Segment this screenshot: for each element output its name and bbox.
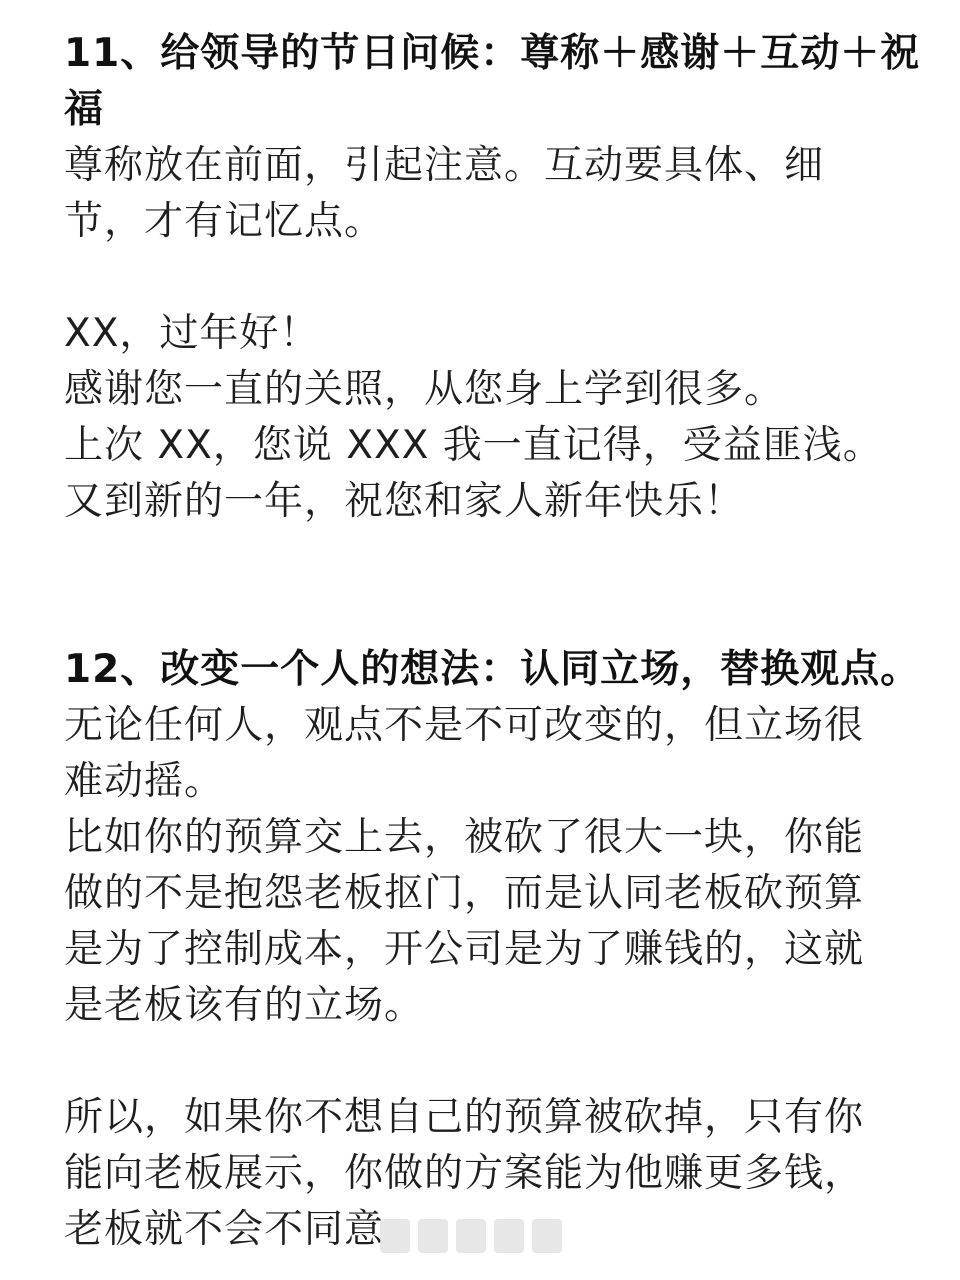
watermark-glyph [380, 1219, 410, 1253]
section-12-paragraph-line: 能向老板展示，你做的方案能为他赚更多钱， [64, 1151, 865, 1196]
watermark-glyph [532, 1219, 562, 1253]
paragraph-spacer [64, 1034, 894, 1090]
article-content [64, 26, 921, 1258]
section-12-paragraph-line: 无论任何人，观点不是不可改变的，但立场很 [64, 703, 865, 748]
watermark-glyph [456, 1219, 486, 1253]
section-12-paragraph-line: 是为了控制成本，开公司是为了赚钱的，这就 [64, 927, 865, 972]
section-12-paragraph-line: 难动摇。 [64, 759, 225, 804]
section-11-intro-line: 节，才有记忆点。 [64, 199, 385, 244]
section-12-paragraph-line: 比如你的预算交上去，被砍了很大一块，你能 [64, 815, 865, 860]
greeting-example-line: 感谢您一直的关照，从您身上学到很多。 [64, 367, 785, 412]
section-12-paragraph-line: 老板就不会不同意 [64, 1207, 385, 1252]
paragraph-spacer [64, 250, 894, 306]
section-11-intro-line: 尊称放在前面，引起注意。互动要具体、细 [64, 143, 825, 188]
greeting-example-line: 上次 XX，您说 XXX 我一直记得，受益匪浅。 [64, 423, 883, 468]
greeting-example-line: XX，过年好！ [64, 311, 320, 356]
section-spacer [64, 530, 894, 642]
watermark-glyph [494, 1219, 524, 1253]
section-12-paragraph-line: 是老板该有的立场。 [64, 983, 425, 1028]
greeting-example-line: 又到新的一年，祝您和家人新年快乐！ [64, 479, 745, 524]
section-12 [64, 642, 921, 1258]
section-11-heading-line: 福 [64, 87, 105, 132]
section-12-heading-line: 12、改变一个人的想法：认同立场，替换观点。 [64, 647, 921, 692]
watermark-mark [380, 1212, 580, 1260]
watermark-glyph [418, 1219, 448, 1253]
section-11-heading-line: 11、给领导的节日问候：尊称＋感谢＋互动＋祝 [64, 31, 921, 76]
section-11 [64, 26, 921, 530]
section-12-paragraph-line: 做的不是抱怨老板抠门，而是认同老板砍预算 [64, 871, 865, 916]
section-12-paragraph-line: 所以，如果你不想自己的预算被砍掉，只有你 [64, 1095, 865, 1140]
